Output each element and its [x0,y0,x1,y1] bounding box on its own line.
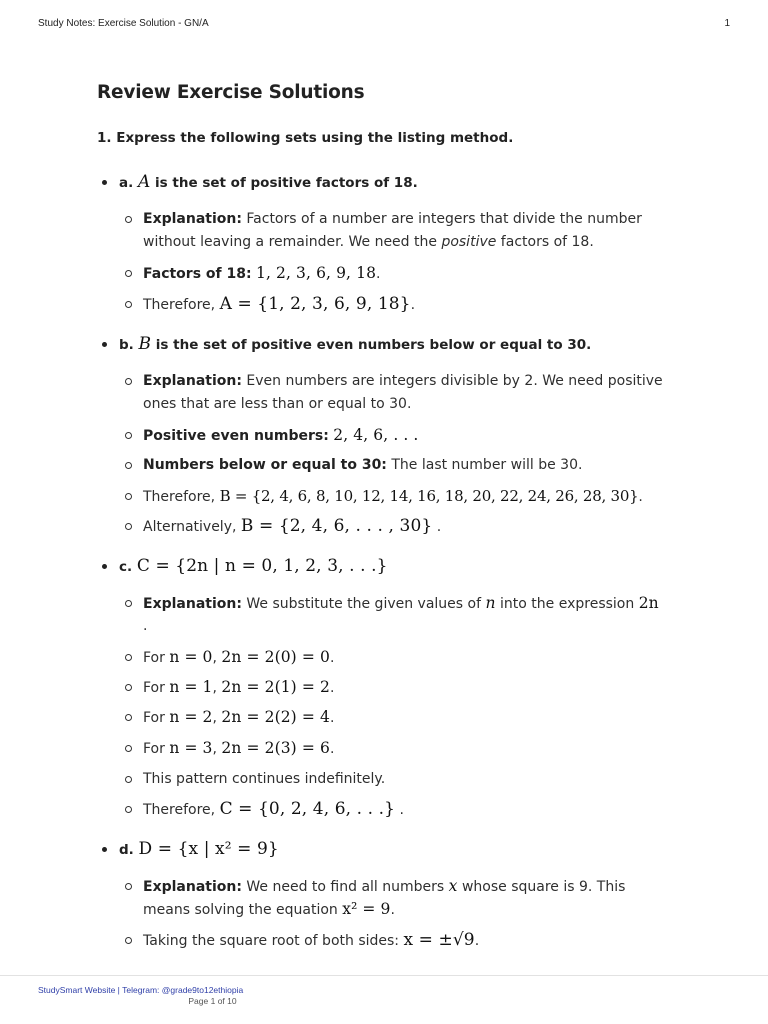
item-c-case-3-for: For [143,741,165,757]
item-c-case-1-for: For [143,680,165,696]
item-c-case-1-result: 2n = 2(1) = 2 [221,678,330,696]
item-d-sqrt-text: Taking the square root of both sides: [143,933,400,949]
item-b-even-value: 2, 4, 6, . . . [333,426,419,444]
item-c-case-2-result: 2n = 2(2) = 4 [221,708,330,726]
item-b-alt-math: B = {2, 4, 6, . . . , 30} [240,516,433,536]
item-c-explanation-label: Explanation: [143,596,242,612]
item-b-explanation [143,370,663,393]
item-a-explanation-emph: positive [441,234,497,250]
running-head [38,18,730,29]
item-c-case-2-n: n = 2 [169,708,213,726]
item-a-factors-value: 1, 2, 3, 6, 9, 18 [256,264,377,282]
item-a-therefore-math: A = {1, 2, 3, 6, 9, 18} [219,294,411,314]
item-c-therefore: Therefore, C = {0, 2, 4, 6, . . .} . [143,798,404,822]
running-head-title: Study Notes: Exercise Solution - GN/A [38,18,209,29]
item-d-explanation [143,875,625,899]
item-c-pattern: This pattern continues indefinitely. [143,768,385,791]
footer-link[interactable]: StudySmart Website | Telegram: @grade9to12ethiopia [38,985,244,995]
item-c-case-0: For n = 0, 2n = 2(0) = 0. [143,646,334,670]
item-a-explanation-cont [143,231,594,254]
item-a-therefore: Therefore, A = {1, 2, 3, 6, 9, 18}. [143,293,415,317]
item-c-explanation [143,592,659,616]
item-b-even-numbers [143,424,418,448]
item-c-case-0-for: For [143,650,165,666]
item-d-explanation-cont: means solving the equation x² = 9. [143,900,395,918]
item-c-case-3: For n = 3, 2n = 2(3) = 6. [143,737,334,761]
item-c-heading [119,555,388,579]
item-d-sqrt-step: Taking the square root of both sides: x = ±√9. [143,929,479,953]
item-c-case-1-n: n = 1 [169,678,213,696]
item-b-var: B [138,334,152,354]
item-b-marker: b. [119,337,134,353]
item-c-explanation-text: We substitute the given values of [241,596,486,612]
item-a-therefore-text: Therefore, [143,297,216,313]
item-b-therefore-math: B = {2, 4, 6, 8, 10, 12, 14, 16, 18, 20, 22, 24, 26, 28, 30} [219,487,639,505]
item-d-explanation-var: x [448,877,458,895]
item-b-explanation-line1: Even numbers are integers divisible by 2. We need positive [241,373,663,389]
item-b-explanation-label: Explanation: [143,373,242,389]
item-a-var: A [137,172,151,192]
item-c-case-1: For n = 1, 2n = 2(1) = 2. [143,676,334,700]
item-d-explanation-line2-pre: means solving the equation [143,902,343,918]
item-c-case-0-result: 2n = 2(0) = 0 [221,648,330,666]
item-c-case-3-n: n = 3 [169,739,213,757]
item-b-alt-text: Alternatively, [143,519,237,535]
item-c-explanation-expr: 2n [638,594,659,612]
item-a-explanation-line2-post: factors of 18. [496,234,594,250]
item-a-heading [119,171,418,195]
item-c-explanation-dot: . [143,618,148,634]
footer-page-number: Page 1 of 10 [188,996,237,1006]
item-c-case-2: For n = 2, 2n = 2(2) = 4. [143,706,334,730]
page-title: Review Exercise Solutions [97,82,365,103]
footer-divider [0,975,768,976]
item-d-heading [119,838,279,862]
item-c-explanation-text2: into the expression [495,596,639,612]
item-a-explanation [143,208,642,231]
item-b-explanation-line2: ones that are less than or equal to 30. [143,396,412,412]
item-a-heading-text: is the set of positive factors of 18. [150,175,418,191]
item-c-explanation-var: n [485,594,496,612]
item-b-heading-text: is the set of positive even numbers below or equal to 30. [151,337,592,353]
item-d-heading-math: D = {x | x² = 9} [138,839,279,859]
item-b-therefore: Therefore, B = {2, 4, 6, 8, 10, 12, 14, 16, 18, 20, 22, 24, 26, 28, 30}. [143,485,643,509]
item-b-alternative: Alternatively, B = {2, 4, 6, . . . , 30} . [143,515,441,539]
item-a-marker: a. [119,175,134,191]
item-d-sqrt-math: x = ±√9 [403,930,475,950]
item-a-explanation-label: Explanation: [143,211,242,227]
item-b-heading [119,333,591,357]
item-c-case-2-for: For [143,710,165,726]
item-d-explanation-label: Explanation: [143,879,242,895]
item-d-marker: d. [119,842,134,858]
item-b-even-label: Positive even numbers: [143,428,329,444]
item-b-below-label: Numbers below or equal to 30: [143,457,387,473]
item-b-therefore-text: Therefore, [143,489,216,505]
item-c-therefore-text: Therefore, [143,802,216,818]
item-a-explanation-line2-pre: without leaving a remainder. We need the [143,234,442,250]
question-heading: 1. Express the following sets using the listing method. [97,130,514,146]
item-d-explanation-line1-post: whose square is 9. This [457,879,626,895]
item-c-marker: c. [119,559,133,575]
item-d-explanation-equation: x² = 9 [342,900,391,918]
item-c-case-0-n: n = 0 [169,648,213,666]
item-a-factors-label: Factors of 18: [143,266,252,282]
item-a-explanation-line1: Factors of a number are integers that divide the number [241,211,642,227]
item-d-explanation-line1-pre: We need to find all numbers [241,879,449,895]
item-c-case-3-result: 2n = 2(3) = 6 [221,739,330,757]
item-b-below-text: The last number will be 30. [386,457,583,473]
item-a-factors: Factors of 18: 1, 2, 3, 6, 9, 18. [143,262,381,286]
item-c-heading-math: C = {2n | n = 0, 1, 2, 3, . . .} [136,556,388,576]
item-c-therefore-math: C = {0, 2, 4, 6, . . .} [219,799,396,819]
item-b-below-30 [143,454,582,477]
running-head-page-number: 1 [724,18,730,29]
